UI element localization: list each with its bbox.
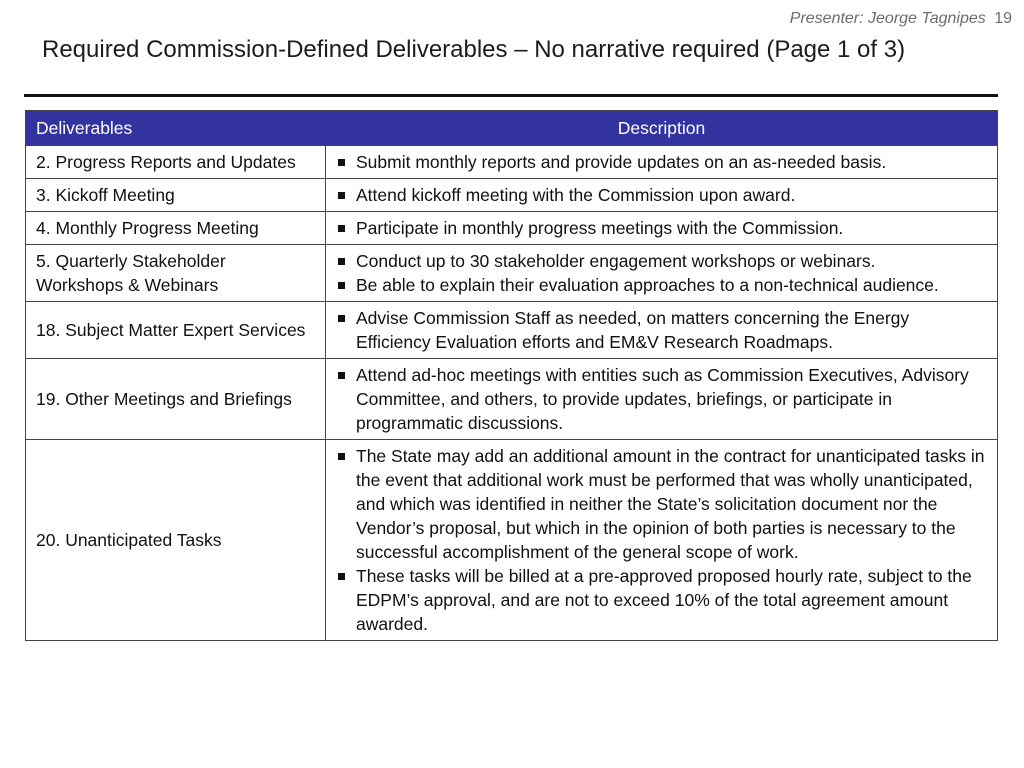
description-bullet-list xyxy=(336,306,987,354)
slide-title: Required Commission-Defined Deliverables – No narrative required (Page 1 of 3) xyxy=(42,36,906,63)
description-cell xyxy=(326,302,998,359)
description-bullet-list xyxy=(336,249,987,297)
table-row xyxy=(26,179,998,212)
description-bullet: Advise Commission Staff as needed, on matters concerning the Energy Efficiency Evaluation efforts and EM&V Research Roadmaps. xyxy=(336,306,987,354)
description-bullet: Attend kickoff meeting with the Commission upon award. xyxy=(336,183,987,207)
description-bullet-list xyxy=(336,216,987,240)
table-row xyxy=(26,440,998,641)
presenter-name: Presenter: Jeorge Tagnipes xyxy=(789,10,986,27)
description-bullet: Submit monthly reports and provide updates on an as-needed basis. xyxy=(336,150,987,174)
description-cell xyxy=(326,179,998,212)
deliverable-cell: 20. Unanticipated Tasks xyxy=(26,440,326,641)
description-cell xyxy=(326,440,998,641)
description-bullet-list xyxy=(336,444,987,636)
description-cell xyxy=(326,146,998,179)
deliverable-cell: 18. Subject Matter Expert Services xyxy=(26,302,326,359)
deliverable-cell: 3. Kickoff Meeting xyxy=(26,179,326,212)
deliverables-table xyxy=(25,110,998,641)
page-number: 19 xyxy=(994,10,1012,27)
deliverable-cell: 4. Monthly Progress Meeting xyxy=(26,212,326,245)
table-row xyxy=(26,245,998,302)
description-bullet: Conduct up to 30 stakeholder engagement workshops or webinars. xyxy=(336,249,987,273)
deliverable-cell: 19. Other Meetings and Briefings xyxy=(26,359,326,440)
title-divider xyxy=(24,94,998,97)
description-bullet-list xyxy=(336,150,987,174)
deliverable-cell: 2. Progress Reports and Updates xyxy=(26,146,326,179)
table-row xyxy=(26,146,998,179)
presenter-line xyxy=(790,10,1012,28)
table-header-row xyxy=(26,111,998,146)
table-row xyxy=(26,359,998,440)
description-bullet: The State may add an additional amount in the contract for unanticipated tasks in the event that additional work must be performed that was wholly unanticipated, and which was identified in neither the State’s solicitation document nor the Vendor’s proposal, but which in the opinion of both parties is necessary to the successful accomplishment of the general scope of work. xyxy=(336,444,987,564)
description-bullet: Be able to explain their evaluation approaches to a non-technical audience. xyxy=(336,273,987,297)
description-cell xyxy=(326,245,998,302)
column-header-description: Description xyxy=(326,111,998,146)
description-cell xyxy=(326,359,998,440)
table-row xyxy=(26,212,998,245)
description-bullet-list xyxy=(336,363,987,435)
description-bullet-list xyxy=(336,183,987,207)
description-bullet: Participate in monthly progress meetings with the Commission. xyxy=(336,216,987,240)
deliverable-cell: 5. Quarterly Stakeholder Workshops & Webinars xyxy=(26,245,326,302)
column-header-deliverables: Deliverables xyxy=(26,111,326,146)
description-bullet: These tasks will be billed at a pre-approved proposed hourly rate, subject to the EDPM’s approval, and are not to exceed 10% of the total agreement amount awarded. xyxy=(336,564,987,636)
description-bullet: Attend ad-hoc meetings with entities such as Commission Executives, Advisory Committee, and others, to provide updates, briefings, or participate in programmatic discussions. xyxy=(336,363,987,435)
table-row xyxy=(26,302,998,359)
description-cell xyxy=(326,212,998,245)
